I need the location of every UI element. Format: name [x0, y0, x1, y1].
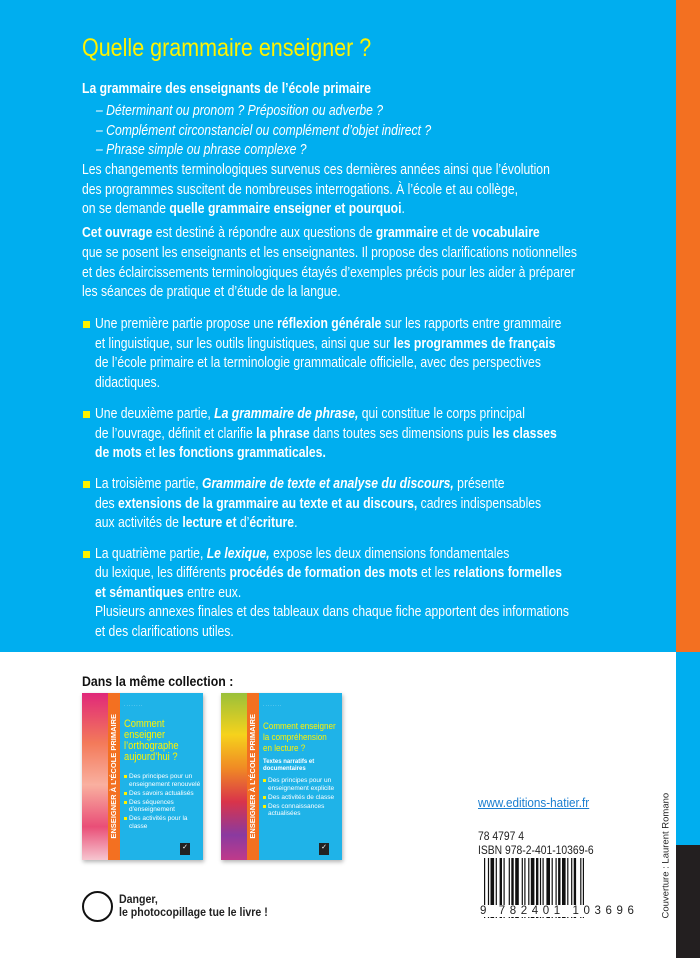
text-segment: Grammaire de texte et analyse du discours,	[201, 476, 454, 492]
isbn: ISBN 978-2-401-10369-6	[478, 845, 594, 857]
text-segment: et linguistique, sur les outils linguistiques, ainsi que sur	[95, 336, 394, 352]
text-line	[82, 244, 577, 262]
barcode-digits: 9 782401 103696	[480, 905, 639, 917]
text-line	[95, 315, 561, 333]
page-title: Quelle grammaire enseigner ?	[82, 34, 372, 62]
text-line	[95, 623, 234, 641]
collection-book-orthographe[interactable]	[82, 693, 203, 860]
text-line	[95, 475, 505, 493]
authors: · · · · · · · ·	[124, 703, 143, 708]
danger-logo-icon	[82, 891, 113, 922]
book-title-line: en lecture ?	[263, 743, 306, 754]
series-label: ENSEIGNER À L’ÉCOLE PRIMAIRE	[248, 714, 257, 839]
text-segment: est destiné à répondre aux questions de	[152, 225, 376, 241]
text-segment: des programmes suscitent de nombreuses interrogations. À l’école et au collège,	[82, 182, 519, 198]
text-line	[96, 102, 383, 120]
text-line	[96, 122, 431, 140]
text-line	[95, 564, 562, 582]
text-line	[96, 141, 307, 159]
book-subtitle: Textes narratifs et documentaires	[263, 759, 315, 772]
text-segment: et les	[417, 565, 454, 581]
book-point: Des activités pour la classe	[124, 815, 201, 830]
book-title-line: la compréhension	[263, 732, 327, 743]
text-segment: relations formelles	[453, 565, 562, 581]
text-segment: .	[401, 201, 405, 217]
text-line	[82, 200, 405, 218]
text-segment: Une deuxième partie,	[95, 406, 215, 422]
bullet-icon	[83, 551, 90, 558]
text-segment: et	[141, 445, 159, 461]
bullet-icon	[83, 321, 90, 328]
book-points	[263, 777, 340, 819]
text-segment: aux activités de	[95, 515, 183, 531]
publisher-website-link[interactable]: www.editions-hatier.fr	[478, 795, 590, 810]
book-title-line: aujourd’hui ?	[124, 751, 178, 763]
text-line	[95, 405, 525, 423]
authors: · · · · · · · ·	[263, 703, 282, 708]
text-line	[95, 495, 541, 513]
text-line	[82, 264, 575, 282]
hatier-logo-icon: ✓	[180, 843, 190, 855]
text-line	[95, 374, 160, 392]
text-segment: du lexique, les différents	[95, 565, 230, 581]
text-segment: la phrase	[256, 426, 310, 442]
text-segment: cadres indispensables	[417, 496, 542, 512]
book-point: Des principes pour un enseignement explicite	[263, 777, 340, 792]
book-point: Des activités de classe	[263, 794, 340, 802]
collection-heading: Dans la même collection :	[82, 673, 234, 689]
text-segment: les fonctions grammaticales.	[158, 445, 326, 461]
text-segment: Une première partie propose une	[95, 316, 278, 332]
series-band	[108, 693, 120, 860]
text-segment: Le lexique,	[206, 546, 270, 562]
text-segment: grammaire	[375, 225, 439, 241]
text-line	[95, 603, 569, 621]
text-line	[95, 335, 555, 353]
text-segment: .	[294, 515, 298, 531]
text-segment: de mots	[95, 445, 142, 461]
spine-strip-black	[676, 845, 700, 958]
warning-line: Danger,	[119, 894, 158, 906]
text-line	[95, 425, 557, 443]
text-segment: et de	[438, 225, 473, 241]
product-code: 78 4797 4	[478, 831, 525, 843]
book-points	[124, 773, 201, 832]
text-segment: Les changements terminologiques survenus ces dernières années ainsi que l’évolution	[82, 162, 550, 178]
text-segment: les classes	[492, 426, 557, 442]
text-segment: que se posent les enseignants et les enseignantes. Il propose des clarifications notionnelles	[82, 245, 577, 261]
bullet-icon	[83, 411, 90, 418]
book-point: Des principes pour un enseignement renouvelé	[124, 773, 201, 788]
text-segment: les séances de pratique et d’étude de la langue.	[82, 284, 341, 300]
book-title-line: Comment	[124, 718, 165, 730]
text-segment: La grammaire de phrase,	[214, 406, 359, 422]
hatier-logo-icon: ✓	[319, 843, 329, 855]
text-segment: extensions de la grammaire au texte et au discours,	[118, 496, 418, 512]
text-segment: didactiques.	[95, 375, 161, 391]
text-line	[82, 161, 550, 179]
book-title-line: Comment enseigner	[263, 721, 336, 732]
text-line	[95, 514, 297, 532]
text-segment: – Phrase simple ou phrase complexe ?	[96, 142, 307, 158]
text-segment: de l’ouvrage, définit et clarifie	[95, 426, 257, 442]
text-segment: qui constitue le corps principal	[358, 406, 525, 422]
cover-photo	[82, 693, 108, 860]
text-line	[82, 80, 371, 98]
series-band	[247, 693, 259, 860]
text-line	[82, 224, 540, 242]
text-line	[95, 444, 326, 462]
text-segment: et des clarifications utiles.	[95, 624, 234, 640]
spine-strip-orange	[676, 0, 700, 652]
text-segment: réflexion générale	[277, 316, 382, 332]
text-segment: Plusieurs annexes finales et des tableaux dans chaque fiche apportent des informations	[95, 604, 569, 620]
copyright-warning	[119, 894, 268, 920]
text-segment: et sémantiques	[95, 585, 184, 601]
text-segment: La troisième partie,	[95, 476, 202, 492]
text-segment: lecture et	[182, 515, 237, 531]
text-segment: les programmes de français	[393, 336, 556, 352]
text-segment: vocabulaire	[472, 225, 540, 241]
book-point: Des connaissances actualisées	[263, 803, 340, 818]
series-label: ENSEIGNER À L’ÉCOLE PRIMAIRE	[109, 714, 118, 839]
text-line	[95, 584, 241, 602]
text-segment: – Complément circonstanciel ou complément d’objet indirect ?	[96, 123, 432, 139]
text-segment: La grammaire des enseignants de l’école primaire	[82, 81, 372, 97]
text-segment: et des éclaircissements terminologiques étayés d’exemples précis pour les aider à préparer	[82, 265, 575, 281]
text-segment: expose les deux dimensions fondamentales	[269, 546, 510, 562]
collection-book-comprehension[interactable]	[221, 693, 342, 860]
text-line	[82, 181, 518, 199]
book-title-line: enseigner	[124, 729, 166, 741]
text-segment: entre eux.	[183, 585, 242, 601]
book-point: Des savoirs actualisés	[124, 790, 201, 798]
text-line	[82, 283, 341, 301]
text-segment: écriture	[249, 515, 295, 531]
book-title-line: l’orthographe	[124, 740, 179, 752]
text-segment: sur les rapports entre grammaire	[381, 316, 562, 332]
text-segment: quelle grammaire enseigner et pourquoi	[169, 201, 402, 217]
text-line	[95, 354, 541, 372]
text-segment: procédés de formation des mots	[229, 565, 418, 581]
text-segment: on se demande	[82, 201, 170, 217]
text-segment: des	[95, 496, 119, 512]
text-segment: Cet ouvrage	[82, 225, 153, 241]
warning-line: le photocopillage tue le livre !	[119, 907, 268, 919]
text-segment: d’	[236, 515, 250, 531]
cover-photo	[221, 693, 247, 860]
text-line	[95, 545, 509, 563]
text-segment: dans toutes ses dimensions puis	[309, 426, 493, 442]
bullet-icon	[83, 481, 90, 488]
text-segment: de l’école primaire et la terminologie grammaticale officielle, avec des perspectives	[95, 355, 541, 371]
book-point: Des séquences d’enseignement	[124, 799, 201, 814]
text-segment: – Déterminant ou pronom ? Préposition ou adverbe ?	[96, 103, 384, 119]
text-segment: La quatrième partie,	[95, 546, 207, 562]
text-segment: présente	[453, 476, 505, 492]
cover-credit: Couverture : Laurent Romano	[660, 792, 672, 919]
spine-strip-cyan	[676, 652, 700, 845]
